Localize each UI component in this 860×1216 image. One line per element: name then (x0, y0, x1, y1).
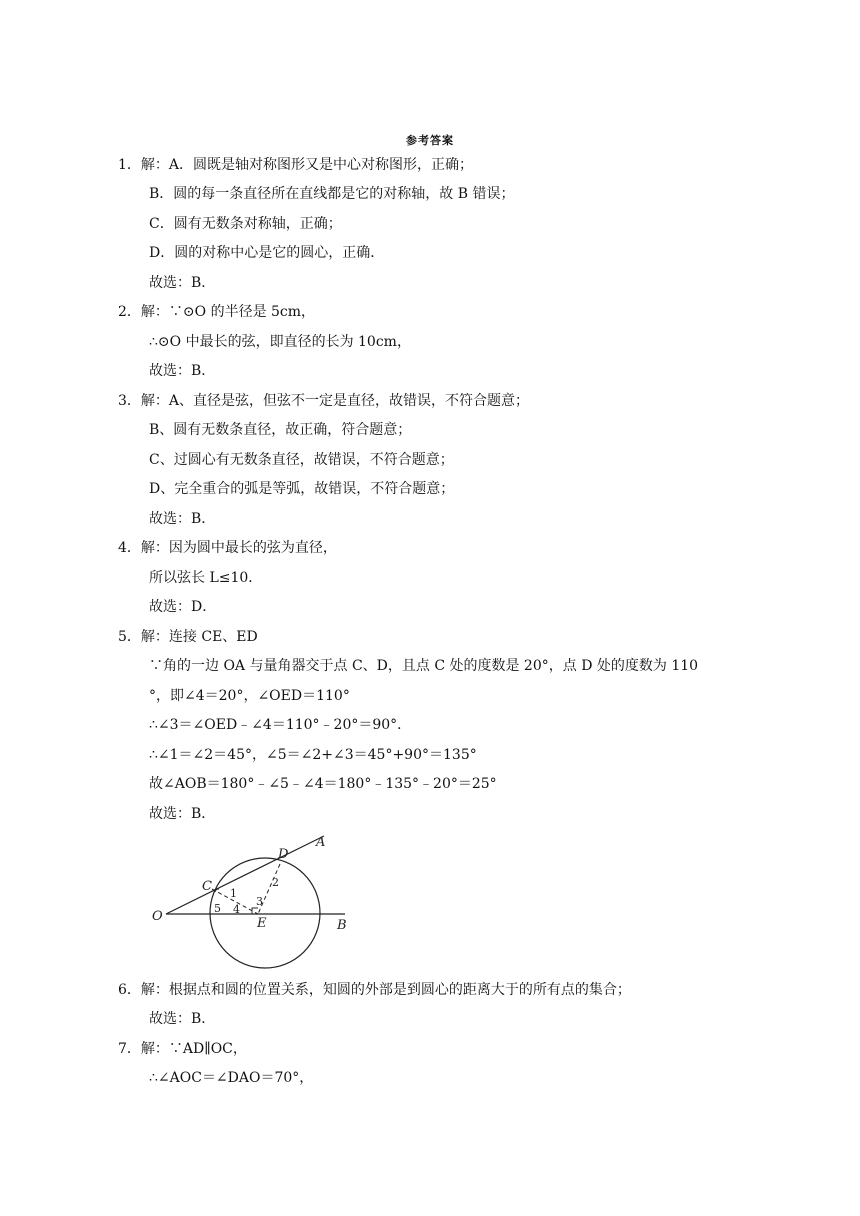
answer-line: ∴∠1＝∠2＝45°，∠5＝∠2+∠3＝45°+90°＝135° (149, 747, 477, 763)
answer-line: 5．解：连接 CE、ED (118, 629, 258, 645)
answer-line: °，即∠4＝20°，∠OED＝110° (149, 688, 350, 704)
answer-line: 故选：D． (149, 599, 217, 615)
answer-line: 3．解：A、直径是弦，但弦不一定是直径，故错误，不符合题意； (118, 393, 530, 409)
answer-line: 1．解：A．圆既是轴对称图形又是中心对称图形，正确； (118, 157, 474, 173)
protractor-circle (210, 858, 320, 968)
page-title: 参考答案 (406, 134, 454, 147)
point-label-a: A (316, 835, 326, 850)
answer-line: B、圆有无数条直径，故正确，符合题意； (149, 422, 412, 438)
point-label-o: O (152, 909, 163, 924)
point-label-d: D (278, 847, 289, 862)
answer-line: 6．解：根据点和圆的位置关系，知圆的外部是到圆心的距离大于的所有点的集合； (118, 982, 631, 998)
answer-line: D．圆的对称中心是它的圆心，正确． (149, 245, 385, 261)
answer-line: 故选：B． (149, 806, 216, 822)
ray-oa (166, 836, 324, 914)
answer-line: 7．解：∵AD∥OC， (118, 1041, 247, 1057)
answer-line: ∵角的一边 OA 与量角器交于点 C、D，且点 C 处的度数是 20°，点 D 处的度数为 110 (149, 658, 699, 674)
answer-line: B．圆的每一条直径所在直线都是它的对称轴，故 B 错误； (149, 186, 515, 202)
geometry-figure (148, 826, 363, 972)
answer-line: 2．解：∵⊙O 的半径是 5cm， (118, 304, 316, 320)
answer-line: ∴∠3＝∠OED﹣∠4＝110°﹣20°＝90°． (149, 717, 412, 733)
angle-label-4: 4 (233, 903, 240, 916)
answer-line: ∴⊙O 中最长的弦，即直径的长为 10cm， (149, 334, 411, 350)
angle-label-5: 5 (214, 902, 221, 915)
answer-line: 故∠AOB＝180°﹣∠5﹣∠4＝180°﹣135°﹣20°＝25° (149, 776, 497, 792)
answer-line: ∴∠AOC＝∠DAO＝70°， (149, 1070, 314, 1086)
angle-label-2: 2 (272, 876, 279, 889)
angle-label-3: 3 (256, 895, 263, 908)
answer-line: 故选：B． (149, 363, 216, 379)
point-label-b: B (337, 918, 347, 933)
angle-label-1: 1 (230, 887, 237, 900)
answer-line: 故选：B． (149, 1011, 216, 1027)
answer-line: 故选：B． (149, 511, 216, 527)
answer-line: C．圆有无数条对称轴，正确； (149, 216, 342, 232)
answer-line: C、过圆心有无数条直径，故错误，不符合题意； (149, 452, 454, 468)
answer-line: D、完全重合的弧是等弧，故错误，不符合题意； (149, 481, 455, 497)
answer-line: 4．解：因为圆中最长的弦为直径， (118, 540, 337, 556)
answer-line: 故选：B． (149, 275, 216, 291)
answer-line: 所以弦长 L≤10． (149, 570, 263, 586)
point-label-e: E (257, 916, 267, 931)
point-label-c: C (202, 879, 212, 894)
